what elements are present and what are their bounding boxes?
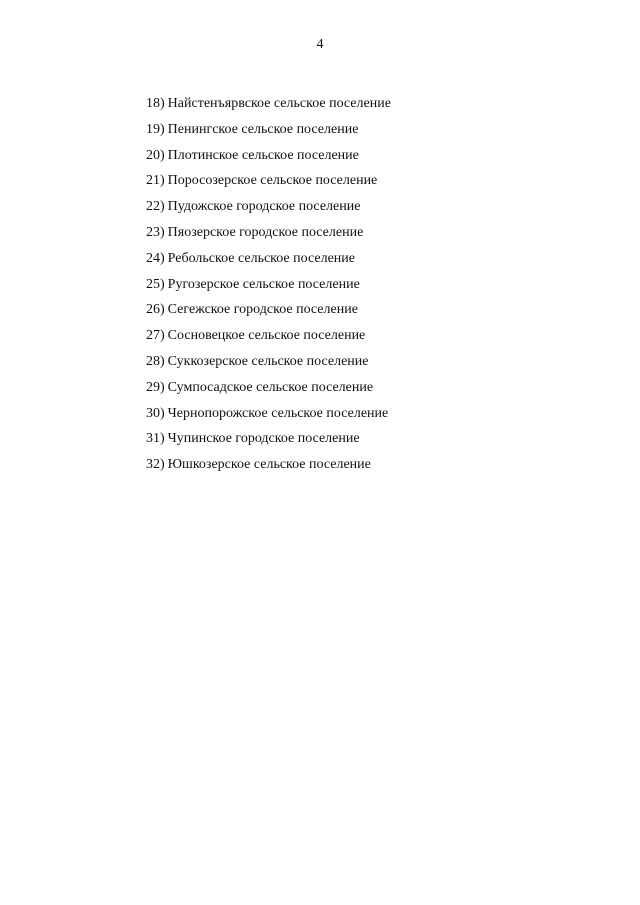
list-item	[146, 272, 391, 298]
list-item	[146, 349, 391, 375]
item-number: 25)	[146, 276, 165, 292]
item-text: Пудожское городское поселение	[167, 199, 361, 215]
item-number: 23)	[146, 224, 165, 240]
item-text: Чупинское городское поселение	[167, 431, 360, 447]
item-text: Юшкозерское сельское поселение	[167, 457, 371, 473]
list-item	[146, 246, 391, 272]
item-number: 18)	[146, 96, 165, 111]
list-item	[146, 143, 391, 169]
list-item	[146, 452, 391, 478]
item-number: 20)	[146, 147, 165, 163]
item-text: Ругозерское сельское поселение	[167, 276, 360, 292]
list-item	[146, 91, 391, 117]
item-number: 26)	[146, 302, 165, 318]
list-item	[146, 323, 391, 349]
item-text: Пенингское сельское поселение	[167, 121, 359, 137]
item-text: Ребольское сельское поселение	[167, 250, 355, 266]
list-item	[146, 297, 391, 323]
list-item	[146, 168, 391, 194]
list-item	[146, 375, 391, 401]
list-item	[146, 401, 391, 427]
item-number: 31)	[146, 431, 165, 447]
item-text: Сумпосадское сельское поселение	[167, 379, 374, 395]
item-text: Чернопорожское сельское поселение	[167, 405, 389, 421]
list-item	[146, 194, 391, 220]
item-text: Плотинское сельское поселение	[167, 147, 359, 163]
item-number: 28)	[146, 353, 165, 369]
item-text: Сосновецкое сельское поселение	[167, 328, 366, 344]
item-text: Сегежское городское поселение	[167, 302, 358, 318]
item-number: 21)	[146, 173, 165, 189]
item-number: 22)	[146, 199, 165, 215]
item-number: 19)	[146, 121, 165, 137]
list-item	[146, 220, 391, 246]
item-number: 30)	[146, 405, 165, 421]
item-text: Суккозерское сельское поселение	[167, 353, 369, 369]
item-number: 32)	[146, 457, 165, 473]
page-number: 4	[316, 37, 324, 52]
item-number: 27)	[146, 328, 165, 344]
item-text: Найстенъярвское сельское поселение	[167, 96, 391, 111]
item-number: 24)	[146, 250, 165, 266]
item-text: Пяозерское городское поселение	[167, 224, 364, 240]
list-item	[146, 117, 391, 143]
list-item	[146, 426, 391, 452]
settlement-list	[146, 91, 391, 478]
item-text: Поросозерское сельское поселение	[167, 173, 378, 189]
item-number: 29)	[146, 379, 165, 395]
